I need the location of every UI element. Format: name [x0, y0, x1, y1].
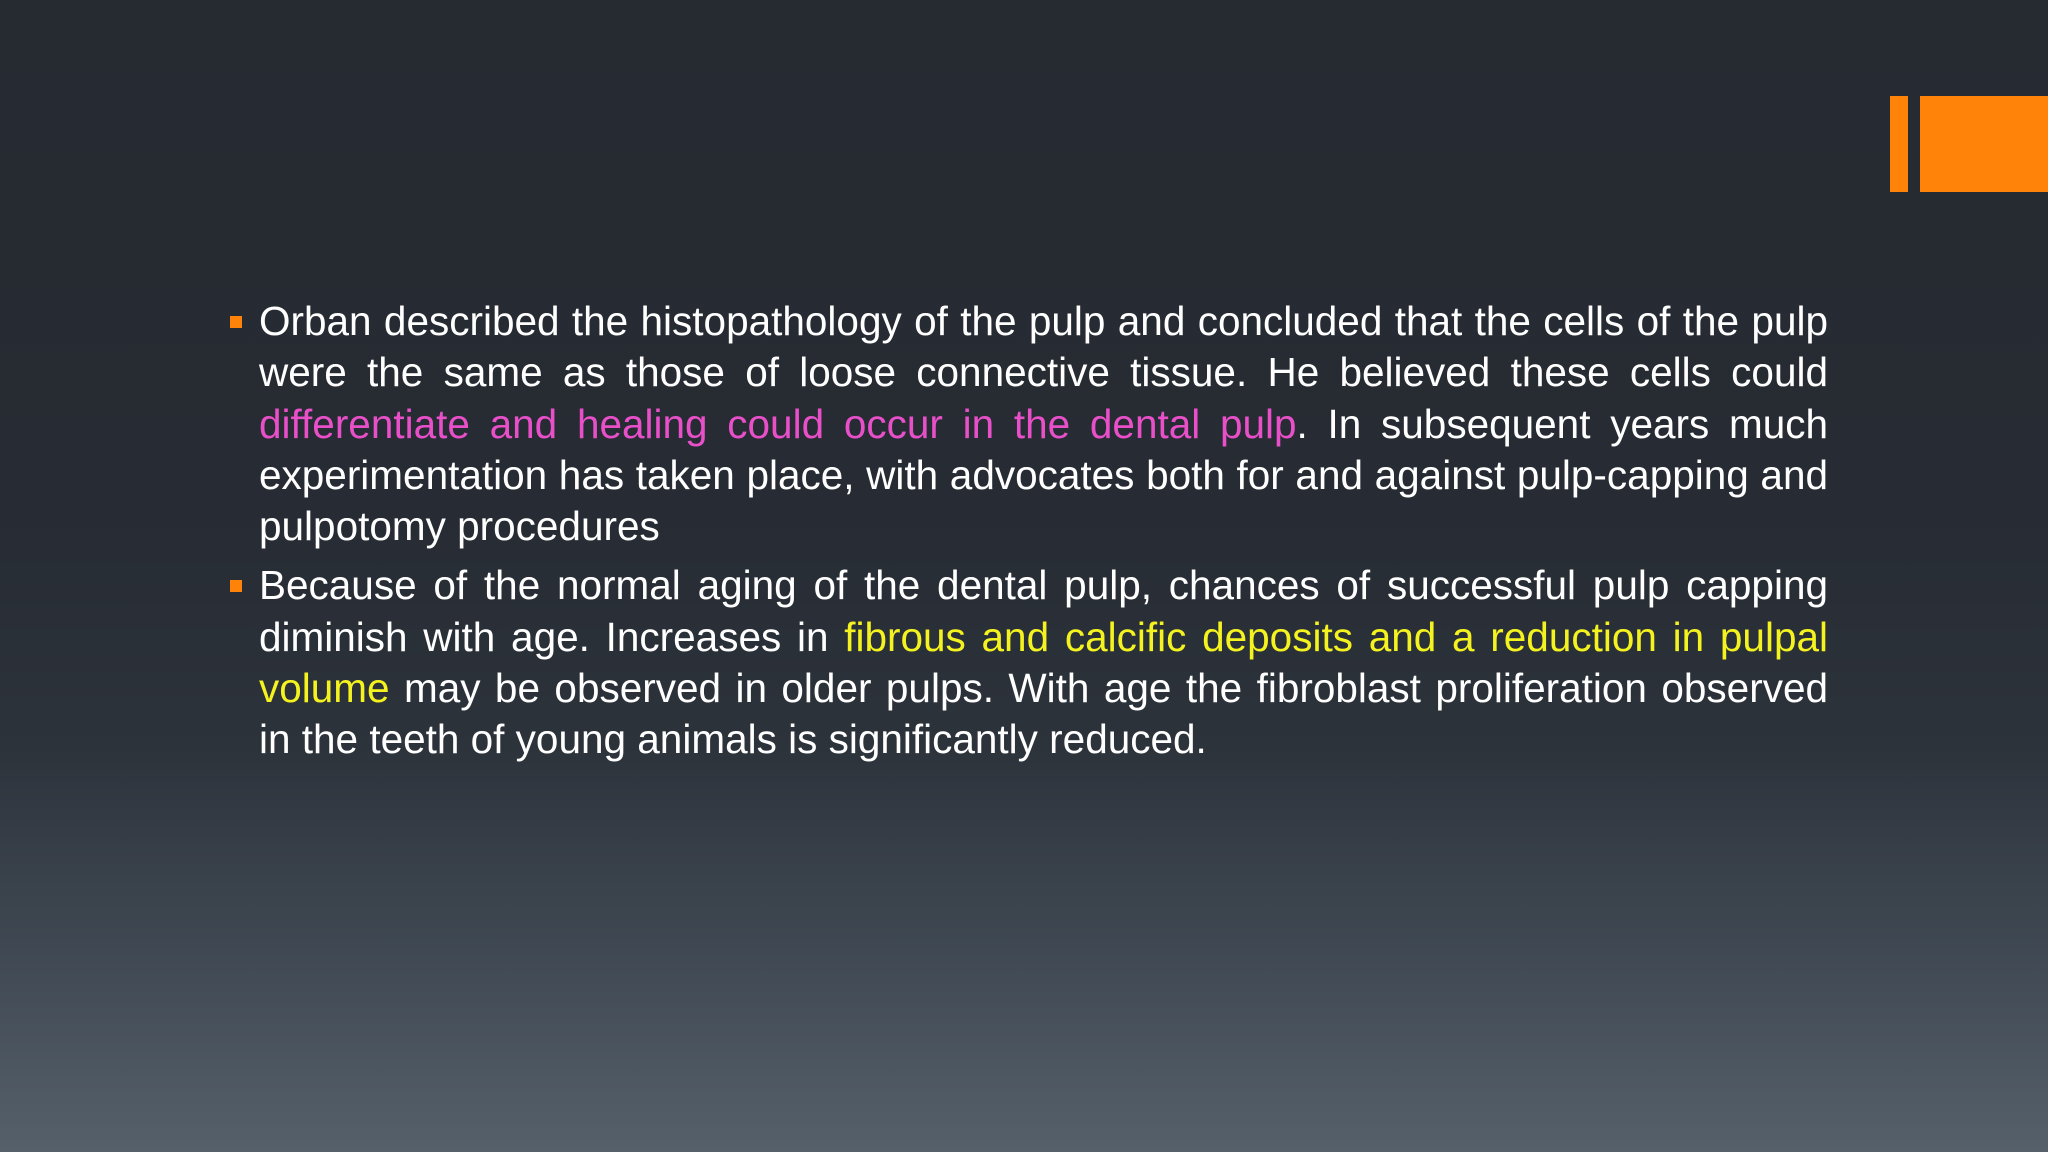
bullet-item-orban [230, 296, 1828, 552]
text-segment: may be observed in older pulps. With age the fibroblast proliferation observed in the teeth of young animals is significantly reduced. [259, 665, 1828, 763]
accent-bar-thin [1890, 96, 1908, 192]
accent-bar-block [1920, 96, 2048, 192]
text-segment: . In subsequent years much experimentation has taken place, with advocates both for and against pulp-capping and pulpotomy procedures [259, 400, 1828, 550]
highlighted-text-pink: differentiate and healing could occur in the dental pulp [259, 400, 1297, 447]
square-bullet-icon [230, 316, 242, 328]
bullet-item-aging [230, 560, 1828, 765]
bullet-list [230, 296, 1828, 774]
bullet-text [259, 296, 1828, 552]
text-segment: Because of the normal aging of the dental pulp, chances of successful pulp capping diminish with age. Increases in [259, 562, 1828, 660]
highlighted-text-yellow: fibrous and calcific deposits and a reduction in pulpal volume [259, 613, 1828, 712]
text-segment: Orban described the histopathology of the pulp and concluded that the cells of the pulp were the same as those of loose connective tissue. He believed these cells could [259, 298, 1828, 396]
bullet-text [259, 560, 1828, 765]
square-bullet-icon [230, 580, 242, 592]
